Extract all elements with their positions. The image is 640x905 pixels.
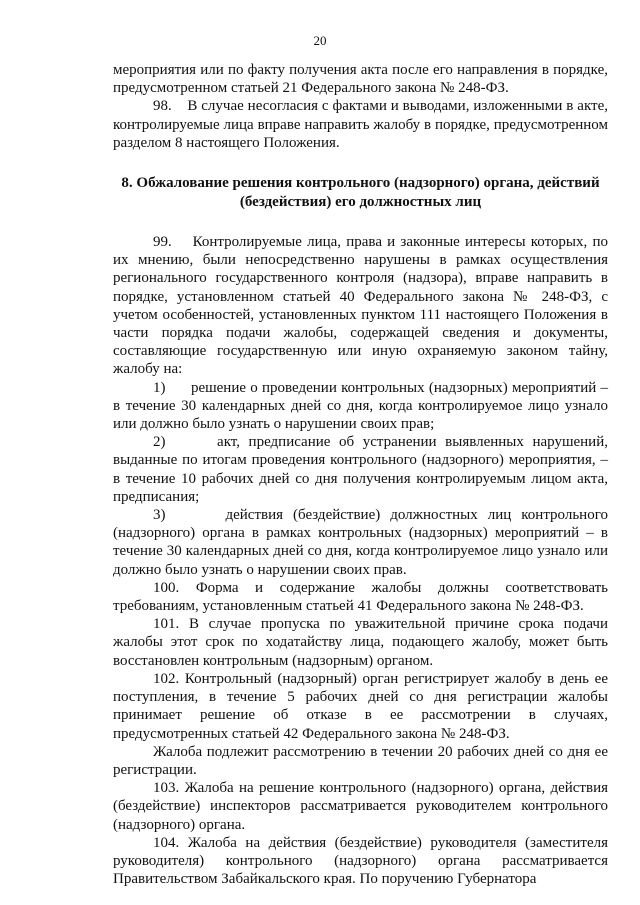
paragraph-100: 100. Форма и содержание жалобы должны соответствовать требованиям, установленным статьей 41 Федерального закона № 248-ФЗ.	[113, 579, 608, 615]
paragraph-99-item-1: 1) решение о проведении контрольных (надзорных) мероприятий – в течение 30 календарных дней со дня, когда контролируемое лицо узнало или должно было узнать о нарушении своих прав;	[113, 379, 608, 433]
document-body	[113, 61, 608, 888]
paragraph-99: 99. Контролируемые лица, права и законные интересы которых, по их мнению, были непосредственно нарушены в рамках осуществления регионального государственного контроля (надзора), вправе направить в порядке, установленном статьей 40 Федерального закона № 248-ФЗ, с учетом особенностей, установленных пунктом 111 настоящего Положения в части порядка подачи жалобы, содержащей сведения и документы, составляющие государственную или иную охраняемую законом тайну, жалобу на:	[113, 234, 608, 378]
section-8-heading: 8. Обжалование решения контрольного (надзорного) органа, действий (бездействия) его должностных лиц	[121, 175, 600, 210]
paragraph-102: 102. Контрольный (надзорный) орган регистрирует жалобу в день ее поступления, в течение 5 рабочих дней со дня регистрации жалобы принимает решение об отказе в ее рассмотрении в случаях, предусмотренных статьей 42 Федерального закона № 248-ФЗ.	[113, 670, 608, 742]
paragraph-99-item-3: 3) действия (бездействие) должностных лиц контрольного (надзорного) органа в рамках контрольных (надзорных) мероприятий – в течение 30 календарных дней со дня, когда контролируемое лицо узнало или должно было узнать о нарушении своих прав.	[113, 507, 608, 578]
paragraph-102-continuation: Жалоба подлежит рассмотрению в течении 20 рабочих дней со дня ее регистрации.	[113, 743, 608, 778]
paragraph-104: 104. Жалоба на действия (бездействие) руководителя (заместителя руководителя) контрольного (надзорного) органа рассматривается Правительством Забайкальского края. По поручению Губернатора	[113, 834, 608, 888]
paragraph-99-item-2: 2) акт, предписание об устранении выявленных нарушений, выданные по итогам проведения контрольного (надзорного) мероприятия, – в течение 10 рабочих дней со дня получения контролируемым лицом акта, предписания;	[113, 434, 608, 505]
paragraph-103: 103. Жалоба на решение контрольного (надзорного) органа, действия (бездействие) инспекторов рассматривается руководителем контрольного (надзорного) органа.	[113, 780, 608, 833]
paragraph-101: 101. В случае пропуска по уважительной причине срока подачи жалобы этот срок по ходатайству лица, подающего жалобу, может быть восстановлен контрольным (надзорным) органом.	[113, 616, 608, 669]
paragraph-98: 98. В случае несогласия с фактами и выводами, изложенными в акте, контролируемые лица вправе направить жалобу в порядке, предусмотренном разделом 8 настоящего Положения.	[113, 98, 608, 151]
paragraph-97-continuation: мероприятия или по факту получения акта после его направления в порядке, предусмотренном статьей 21 Федерального закона № 248-ФЗ.	[113, 62, 608, 97]
page-number: 20	[313, 33, 327, 48]
